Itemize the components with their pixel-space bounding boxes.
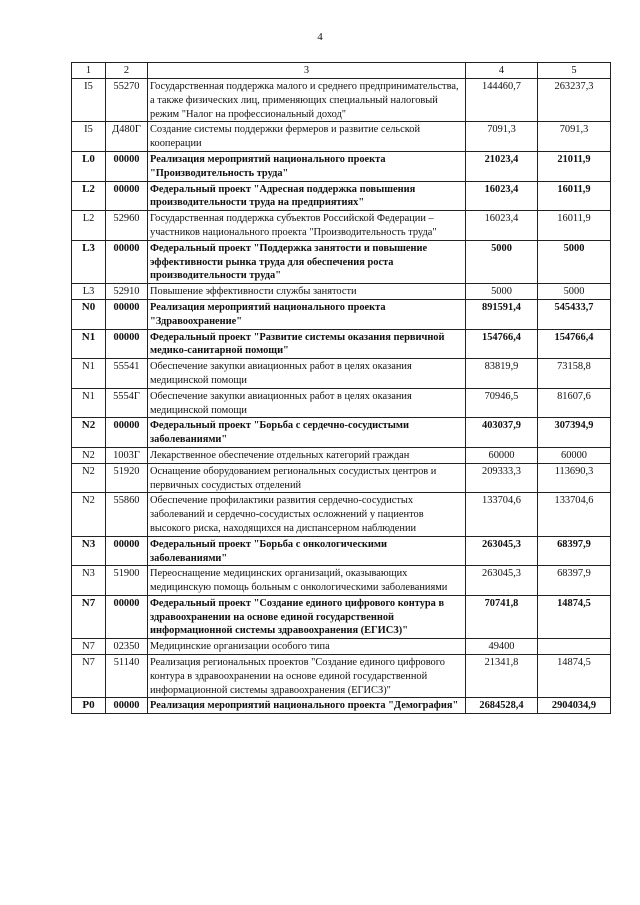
row-amount-col4: 21023,4 <box>466 151 538 181</box>
row-program-code: I5 <box>72 79 106 122</box>
table-row <box>72 595 611 638</box>
row-direction-code: 52910 <box>106 284 148 300</box>
row-amount-col5: 21011,9 <box>538 151 611 181</box>
row-name: Повышение эффективности службы занятости <box>148 284 466 300</box>
table-row <box>72 211 611 241</box>
row-amount-col4: 891591,4 <box>466 299 538 329</box>
row-amount-col5: 2904034,9 <box>538 698 611 714</box>
row-amount-col4: 60000 <box>466 447 538 463</box>
table-row <box>72 418 611 448</box>
table-row <box>72 299 611 329</box>
row-amount-col5: 545433,7 <box>538 299 611 329</box>
row-program-code: I5 <box>72 122 106 152</box>
row-program-code: N3 <box>72 536 106 566</box>
row-direction-code: Д480Г <box>106 122 148 152</box>
row-program-code: P0 <box>72 698 106 714</box>
row-direction-code: 55541 <box>106 359 148 389</box>
row-amount-col4: 154766,4 <box>466 329 538 359</box>
header-col-2: 2 <box>106 63 148 79</box>
row-amount-col4: 5000 <box>466 284 538 300</box>
row-amount-col5: 154766,4 <box>538 329 611 359</box>
header-col-3: 3 <box>148 63 466 79</box>
table-row <box>72 447 611 463</box>
table-row <box>72 284 611 300</box>
row-amount-col4: 70741,8 <box>466 595 538 638</box>
row-name: Переоснащение медицинских организаций, оказывающих медицинскую помощь больным с онкологическими заболеваниями <box>148 566 466 596</box>
row-name: Федеральный проект "Адресная поддержка повышения производительности труда на предприятиях" <box>148 181 466 211</box>
table-row <box>72 181 611 211</box>
header-col-4: 4 <box>466 63 538 79</box>
row-name: Медицинские организации особого типа <box>148 639 466 655</box>
row-amount-col5: 5000 <box>538 240 611 283</box>
row-direction-code: 00000 <box>106 181 148 211</box>
row-amount-col5: 16011,9 <box>538 181 611 211</box>
table-row <box>72 240 611 283</box>
table-row <box>72 655 611 698</box>
row-program-code: N1 <box>72 388 106 418</box>
row-amount-col5 <box>538 639 611 655</box>
table-row <box>72 493 611 536</box>
row-name: Создание системы поддержки фермеров и развитие сельской кооперации <box>148 122 466 152</box>
row-amount-col4: 209333,3 <box>466 463 538 493</box>
header-col-5: 5 <box>538 63 611 79</box>
row-amount-col5: 68397,9 <box>538 566 611 596</box>
row-amount-col4: 49400 <box>466 639 538 655</box>
table-row <box>72 463 611 493</box>
row-name: Федеральный проект "Борьба с онкологическими заболеваниями" <box>148 536 466 566</box>
table-row <box>72 388 611 418</box>
row-name: Государственная поддержка субъектов Российской Федерации – участников национального проекта "Производительность труда" <box>148 211 466 241</box>
row-program-code: L0 <box>72 151 106 181</box>
row-program-code: L2 <box>72 181 106 211</box>
row-direction-code: 02350 <box>106 639 148 655</box>
row-amount-col4: 144460,7 <box>466 79 538 122</box>
row-program-code: N2 <box>72 447 106 463</box>
row-name: Обеспечение профилактики развития сердечно-сосудистых заболеваний и сердечно-сосудистых осложнений у пациентов высокого риска, находящихся на диспансерном наблюдении <box>148 493 466 536</box>
row-amount-col4: 263045,3 <box>466 566 538 596</box>
row-name: Государственная поддержка малого и среднего предпринимательства, а также физических лиц, применяющих специальный налоговый режим "Налог на профессиональный доход" <box>148 79 466 122</box>
row-program-code: N2 <box>72 418 106 448</box>
row-direction-code: 00000 <box>106 240 148 283</box>
table-header-row <box>72 63 611 79</box>
row-program-code: N2 <box>72 463 106 493</box>
row-program-code: L3 <box>72 284 106 300</box>
row-direction-code: 55860 <box>106 493 148 536</box>
row-amount-col5: 307394,9 <box>538 418 611 448</box>
row-amount-col4: 133704,6 <box>466 493 538 536</box>
row-program-code: N7 <box>72 639 106 655</box>
row-amount-col5: 113690,3 <box>538 463 611 493</box>
row-program-code: N0 <box>72 299 106 329</box>
row-amount-col4: 2684528,4 <box>466 698 538 714</box>
row-amount-col5: 81607,6 <box>538 388 611 418</box>
row-amount-col5: 73158,8 <box>538 359 611 389</box>
row-amount-col4: 403037,9 <box>466 418 538 448</box>
row-direction-code: 5554Г <box>106 388 148 418</box>
table-row <box>72 698 611 714</box>
row-amount-col4: 16023,4 <box>466 181 538 211</box>
table-body <box>72 79 611 714</box>
row-name: Лекарственное обеспечение отдельных категорий граждан <box>148 447 466 463</box>
row-name: Обеспечение закупки авиационных работ в целях оказания медицинской помощи <box>148 388 466 418</box>
table-row <box>72 536 611 566</box>
row-amount-col4: 5000 <box>466 240 538 283</box>
row-name: Реализация мероприятий национального проекта "Демография" <box>148 698 466 714</box>
row-direction-code: 52960 <box>106 211 148 241</box>
row-direction-code: 00000 <box>106 418 148 448</box>
row-amount-col4: 21341,8 <box>466 655 538 698</box>
row-program-code: L3 <box>72 240 106 283</box>
row-direction-code: 51900 <box>106 566 148 596</box>
table-row <box>72 151 611 181</box>
row-amount-col4: 16023,4 <box>466 211 538 241</box>
row-name: Оснащение оборудованием региональных сосудистых центров и первичных сосудистых отделений <box>148 463 466 493</box>
row-name: Федеральный проект "Создание единого цифрового контура в здравоохранении на основе единой государственной информационной системы здравоохранения (ЕГИСЗ)" <box>148 595 466 638</box>
row-direction-code: 00000 <box>106 299 148 329</box>
table-row <box>72 79 611 122</box>
row-name: Обеспечение закупки авиационных работ в целях оказания медицинской помощи <box>148 359 466 389</box>
row-direction-code: 00000 <box>106 329 148 359</box>
row-program-code: N7 <box>72 655 106 698</box>
page-number: 4 <box>317 31 323 43</box>
row-amount-col5: 14874,5 <box>538 595 611 638</box>
row-amount-col4: 7091,3 <box>466 122 538 152</box>
table-row <box>72 329 611 359</box>
row-amount-col5: 14874,5 <box>538 655 611 698</box>
row-amount-col4: 70946,5 <box>466 388 538 418</box>
row-amount-col5: 7091,3 <box>538 122 611 152</box>
row-amount-col5: 16011,9 <box>538 211 611 241</box>
row-name: Реализация мероприятий национального проекта "Производительность труда" <box>148 151 466 181</box>
row-direction-code: 51920 <box>106 463 148 493</box>
row-direction-code: 00000 <box>106 536 148 566</box>
row-program-code: N3 <box>72 566 106 596</box>
row-direction-code: 00000 <box>106 595 148 638</box>
row-direction-code: 1003Г <box>106 447 148 463</box>
row-amount-col5: 5000 <box>538 284 611 300</box>
row-amount-col5: 68397,9 <box>538 536 611 566</box>
budget-table <box>71 62 611 714</box>
row-direction-code: 00000 <box>106 698 148 714</box>
row-amount-col5: 133704,6 <box>538 493 611 536</box>
row-amount-col5: 263237,3 <box>538 79 611 122</box>
row-program-code: N1 <box>72 359 106 389</box>
header-col-1: 1 <box>72 63 106 79</box>
row-name: Реализация мероприятий национального проекта "Здравоохранение" <box>148 299 466 329</box>
table-row <box>72 566 611 596</box>
row-direction-code: 55270 <box>106 79 148 122</box>
row-direction-code: 51140 <box>106 655 148 698</box>
row-name: Федеральный проект "Борьба с сердечно-сосудистыми заболеваниями" <box>148 418 466 448</box>
table-row <box>72 639 611 655</box>
row-amount-col5: 60000 <box>538 447 611 463</box>
row-program-code: N1 <box>72 329 106 359</box>
row-program-code: L2 <box>72 211 106 241</box>
table-row <box>72 359 611 389</box>
row-name: Реализация региональных проектов "Создание единого цифрового контура в здравоохранении на основе единой государственной информационной системы здравоохранения (ЕГИСЗ)" <box>148 655 466 698</box>
row-name: Федеральный проект "Развитие системы оказания первичной медико-санитарной помощи" <box>148 329 466 359</box>
row-name: Федеральный проект "Поддержка занятости и повышение эффективности рынка труда для обеспечения роста производительности труда" <box>148 240 466 283</box>
row-amount-col4: 83819,9 <box>466 359 538 389</box>
row-program-code: N7 <box>72 595 106 638</box>
row-program-code: N2 <box>72 493 106 536</box>
table-row <box>72 122 611 152</box>
row-direction-code: 00000 <box>106 151 148 181</box>
row-amount-col4: 263045,3 <box>466 536 538 566</box>
